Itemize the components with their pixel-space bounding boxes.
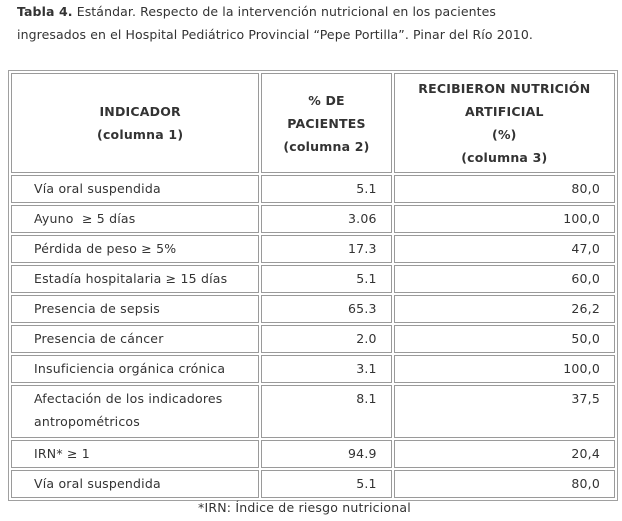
cell-pct-patients: 5.1	[261, 470, 391, 498]
caption-line-1	[17, 0, 617, 23]
header-indicator-line: INDICADOR	[99, 104, 181, 119]
header-artificial-line: (%)	[492, 127, 517, 142]
cell-indicator: Ayuno ≥ 5 días	[11, 205, 259, 233]
cell-artificial: 37,5	[394, 385, 615, 438]
cell-artificial: 47,0	[394, 235, 615, 263]
header-artificial-nutrition	[394, 73, 615, 173]
cell-pct-patients: 8.1	[261, 385, 391, 438]
cell-pct-patients: 94.9	[261, 440, 391, 468]
table-row	[11, 265, 615, 293]
table-row	[11, 440, 615, 468]
header-pct-line: PACIENTES	[287, 115, 366, 131]
table-header-row	[11, 73, 615, 173]
cell-pct-patients: 2.0	[261, 325, 391, 353]
table-row	[11, 355, 615, 383]
cell-indicator: Vía oral suspendida	[11, 470, 259, 498]
cell-indicator: Pérdida de peso ≥ 5%	[11, 235, 259, 263]
header-artificial-line: RECIBIERON NUTRICIÓN	[418, 81, 591, 96]
table-row	[11, 175, 615, 203]
cell-artificial: 60,0	[394, 265, 615, 293]
table-caption	[17, 0, 617, 46]
cell-artificial: 80,0	[394, 175, 615, 203]
header-pct-line: % DE	[308, 92, 345, 108]
cell-artificial: 50,0	[394, 325, 615, 353]
cell-indicator: Insuficiencia orgánica crónica	[11, 355, 259, 383]
cell-artificial: 80,0	[394, 470, 615, 498]
table-row	[11, 385, 615, 438]
footnote: *IRN: Índice de riesgo nutricional	[198, 500, 411, 515]
header-pct-patients	[261, 73, 391, 173]
cell-pct-patients: 5.1	[261, 175, 391, 203]
cell-indicator: IRN* ≥ 1	[11, 440, 259, 468]
caption-label: Tabla 4.	[17, 4, 73, 19]
cell-pct-patients: 3.06	[261, 205, 391, 233]
cell-artificial: 100,0	[394, 355, 615, 383]
cell-artificial: 26,2	[394, 295, 615, 323]
results-table	[8, 70, 618, 501]
header-pct-line: (columna 2)	[283, 138, 370, 154]
cell-artificial: 20,4	[394, 440, 615, 468]
header-indicator-line: (columna 1)	[97, 127, 184, 142]
header-artificial-line: ARTIFICIAL	[465, 104, 544, 119]
cell-indicator: Presencia de sepsis	[11, 295, 259, 323]
table-row	[11, 295, 615, 323]
header-artificial-line: (columna 3)	[461, 150, 548, 165]
cell-indicator: Vía oral suspendida	[11, 175, 259, 203]
header-indicator	[11, 73, 259, 173]
cell-pct-patients: 17.3	[261, 235, 391, 263]
table-row	[11, 205, 615, 233]
cell-indicator	[11, 385, 259, 438]
cell-indicator: Presencia de cáncer	[11, 325, 259, 353]
cell-indicator-line: Afectación de los indicadores	[34, 391, 223, 406]
cell-artificial: 100,0	[394, 205, 615, 233]
caption-line-2: ingresados en el Hospital Pediátrico Provincial “Pepe Portilla”. Pinar del Río 2010.	[17, 27, 533, 42]
cell-pct-patients: 3.1	[261, 355, 391, 383]
cell-pct-patients: 65.3	[261, 295, 391, 323]
cell-indicator: Estadía hospitalaria ≥ 15 días	[11, 265, 259, 293]
table-row	[11, 470, 615, 498]
caption-text-1: Estándar. Respecto de la intervención nutricional en los pacientes	[72, 4, 497, 19]
cell-indicator-line: antropométricos	[34, 414, 140, 429]
table-row	[11, 325, 615, 353]
cell-pct-patients: 5.1	[261, 265, 391, 293]
table-row	[11, 235, 615, 263]
